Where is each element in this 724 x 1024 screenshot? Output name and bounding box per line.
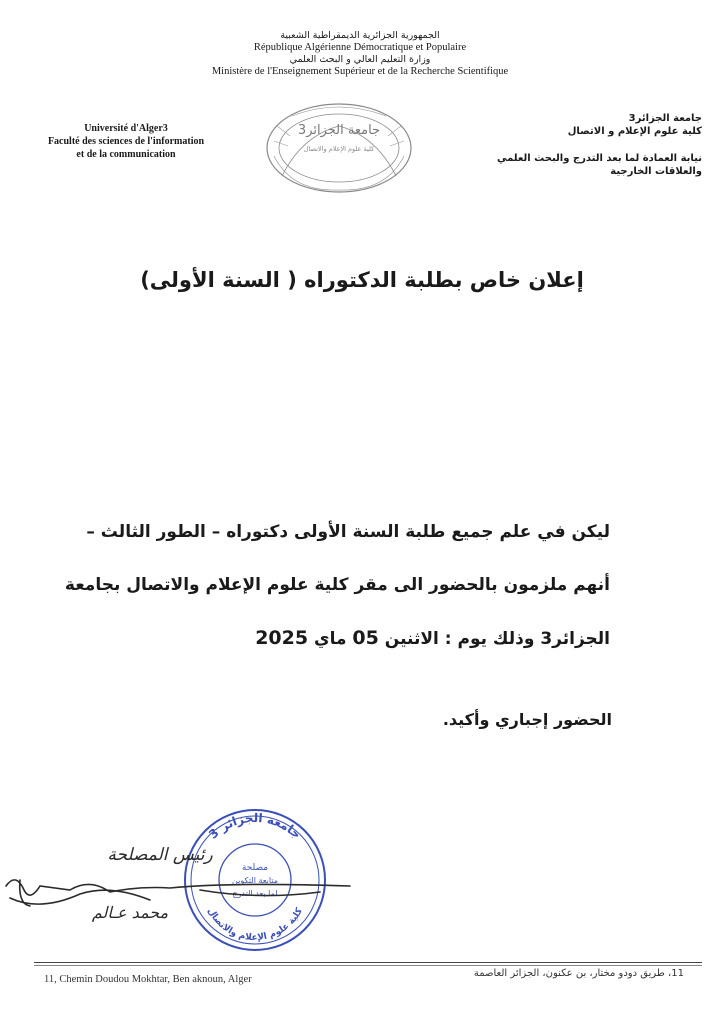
footer-address-fr: 11, Chemin Doudou Mokhtar, Ben aknoun, Alger [44, 974, 252, 985]
footer-divider-thin [34, 965, 702, 966]
meeting-month: ماي [314, 629, 347, 649]
attendance-note: الحضور إجباري وأكيد. [442, 710, 612, 729]
stamp-outer-top: جامعة الجزائر 3 [206, 810, 304, 842]
faculty-name-fr-1: Faculté des sciences de l'information [47, 136, 205, 147]
footer-divider [34, 962, 702, 963]
stamp-center-1: مصلحة [241, 863, 269, 873]
faculty-name-fr-2: et de la communication [76, 149, 176, 160]
footer-address-ar: 11، طريق دودو مختار، بن عكنون، الجزائر العاصمة [473, 968, 684, 979]
faculty-name-ar: كلية علوم الإعلام و الاتصال [567, 126, 702, 137]
body-line-3 [90, 612, 610, 666]
stamp-center-3: لما بعد التدرج [232, 889, 278, 898]
university-block-fr [36, 122, 216, 161]
logo-text-bottom: كلية علوم الإعلام والاتصال [303, 145, 375, 153]
meeting-day: 05 [352, 627, 379, 649]
header-ministry-fr: Ministère de l'Enseignement Supérieur et de la Recherche Scientifique [211, 66, 509, 77]
body-line-3-text: الجزائر3 وذلك يوم : الاثنين [384, 629, 610, 649]
announcement-title: إعلان خاص بطلبة الدكتوراه ( السنة الأولى) [140, 268, 584, 292]
university-block-ar [452, 112, 702, 178]
announcement-body [64, 506, 610, 666]
meeting-year: 2025 [255, 627, 309, 649]
header-republic-fr: République Algérienne Démocratique et Populaire [253, 42, 467, 53]
official-header [180, 30, 540, 78]
header-ministry-ar: وزارة التعليم العالي و البحث العلمي [289, 54, 431, 65]
university-logo [262, 96, 416, 196]
header-republic-ar: الجمهورية الجزائرية الديمقراطية الشعبية [280, 30, 440, 41]
body-line-1: ليكن في علم جميع طلبة السنة الأولى دكتوراه – الطور الثالث – [86, 522, 610, 542]
handwritten-signature [0, 820, 380, 940]
vice-deanship-ar-2: والعلاقات الخارجية [610, 166, 702, 177]
university-name-ar: جامعة الجزائر3 [628, 113, 702, 124]
logo-text-top: جامعة الجزائر3 [297, 123, 381, 138]
stamp-outer-bottom: كلية علوم الإعلام والاتصال [205, 906, 305, 944]
vice-deanship-ar-1: نيابة العمادة لما بعد التدرج والبحث العلمي [496, 153, 702, 164]
university-name-fr: Université d'Alger3 [84, 123, 168, 134]
signature-title: رئيس المصلحة [107, 845, 213, 865]
body-line-2: أنهم ملزمون بالحضور الى مقر كلية علوم الإعلام والاتصال بجامعة [64, 575, 610, 595]
stamp-center-2: متابعة التكوين [232, 876, 278, 885]
signature-name: محمد عـالم [91, 903, 169, 922]
